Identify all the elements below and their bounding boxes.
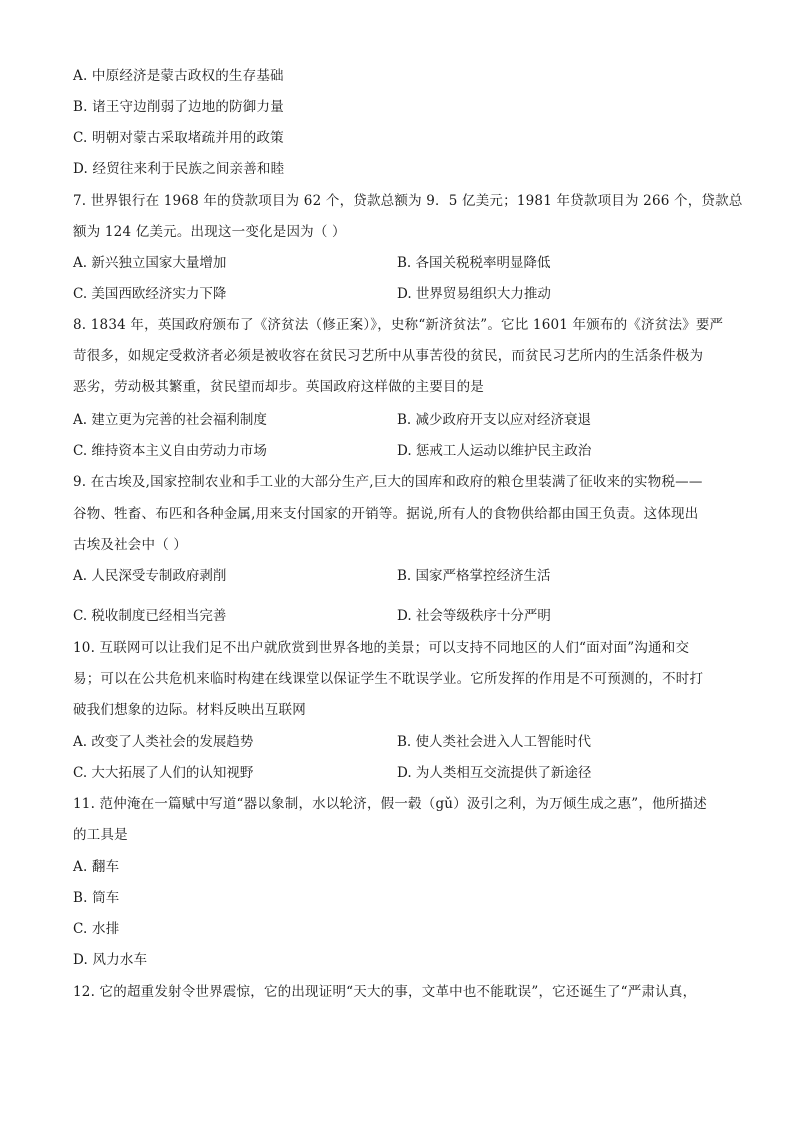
option-d: D. 社会等级秩序十分严明 — [397, 608, 551, 624]
option-b: B. 诸王守边削弱了边地的防御力量 — [73, 99, 284, 115]
question-text-line: 古埃及社会中（ ） — [73, 537, 188, 553]
question-text-line: 易；可以在公共危机来临时构建在线课堂以保证学生不耽误学业。它所发挥的作用是不可预测的，不时打 — [73, 671, 704, 687]
option-a: A. 改变了人类社会的发展趋势 — [73, 734, 254, 750]
option-b: B. 各国关税税率明显降低 — [397, 255, 551, 271]
option-d: D. 世界贸易组织大力推动 — [397, 286, 551, 302]
option-b: B. 筒车 — [73, 890, 120, 906]
option-row — [73, 566, 723, 586]
question-text-line: 恶劣，劳动极其繁重，贫民望而却步。英国政府这样做的主要目的是 — [73, 379, 484, 395]
option-d: D. 经贸往来利于民族之间亲善和睦 — [73, 161, 285, 177]
question-text-line: 7. 世界银行在 1968 年的贷款项目为 62 个，贷款总额为 9．5 亿美元；1981 年贷款项目为 266 个，贷款总 — [73, 193, 743, 209]
option-row — [73, 410, 723, 430]
option-a: A. 建立更为完善的社会福利制度 — [73, 412, 267, 428]
question-text-line: 破我们想象的边际。材料反映出互联网 — [73, 702, 306, 718]
question-text-line: 10. 互联网可以让我们足不出户就欣赏到世界各地的美景；可以支持不同地区的人们“面对面”沟通和交 — [73, 640, 690, 656]
option-b: B. 减少政府开支以应对经济衰退 — [397, 412, 592, 428]
option-c: C. 大大拓展了人们的认知视野 — [73, 765, 254, 781]
question-text-line: 9. 在古埃及,国家控制农业和手工业的大部分生产,巨大的国库和政府的粮仓里装满了征收来的实物税—— — [73, 474, 703, 490]
option-d: D. 风力水车 — [73, 952, 148, 968]
option-a: A. 中原经济是蒙古政权的生存基础 — [73, 68, 284, 84]
question-text-line: 谷物、牲畜、布匹和各种金属,用来支付国家的开销等。据说,所有人的食物供给都由国王负责。这体现出 — [73, 506, 699, 522]
option-row — [73, 606, 723, 626]
option-c: C. 明朝对蒙古采取堵疏并用的政策 — [73, 130, 284, 146]
option-row — [73, 441, 723, 461]
option-c: C. 水排 — [73, 921, 120, 937]
question-text-line: 的工具是 — [73, 827, 128, 843]
question-text-line: 8. 1834 年，英国政府颁布了《济贫法（修正案）》，史称“新济贫法”。它比 1601 年颁布的《济贫法》要严 — [73, 317, 724, 333]
option-c: C. 维持资本主义自由劳动力市场 — [73, 443, 267, 459]
question-text-line: 额为 124 亿美元。出现这一变化是因为（ ） — [73, 224, 346, 240]
question-text-line: 苛很多，如规定受救济者必须是被收容在贫民习艺所中从事苦役的贫民，而贫民习艺所内的生活条件极为 — [73, 348, 704, 364]
option-a: A. 新兴独立国家大量增加 — [73, 255, 227, 271]
option-row — [73, 763, 723, 783]
option-row — [73, 253, 723, 273]
option-d: D. 惩戒工人运动以维护民主政治 — [397, 443, 592, 459]
option-row — [73, 732, 723, 752]
option-d: D. 为人类相互交流提供了新途径 — [397, 765, 592, 781]
option-c: C. 美国西欧经济实力下降 — [73, 286, 227, 302]
option-b: B. 使人类社会进入人工智能时代 — [397, 734, 592, 750]
option-c: C. 税收制度已经相当完善 — [73, 608, 227, 624]
question-text-line: 11. 范仲淹在一篇赋中写道“器以象制，水以轮济，假一毂（gǔ）汲引之利，为万倾生成之惠”，他所描述 — [73, 796, 707, 812]
option-b: B. 国家严格掌控经济生活 — [397, 568, 551, 584]
option-a: A. 翻车 — [73, 859, 120, 875]
question-text-line: 12. 它的超重发射令世界震惊，它的出现证明“天大的事，文革中也不能耽误”，它还诞生了“严肃认真， — [73, 984, 697, 1000]
option-a: A. 人民深受专制政府剥削 — [73, 568, 227, 584]
option-row — [73, 284, 723, 304]
